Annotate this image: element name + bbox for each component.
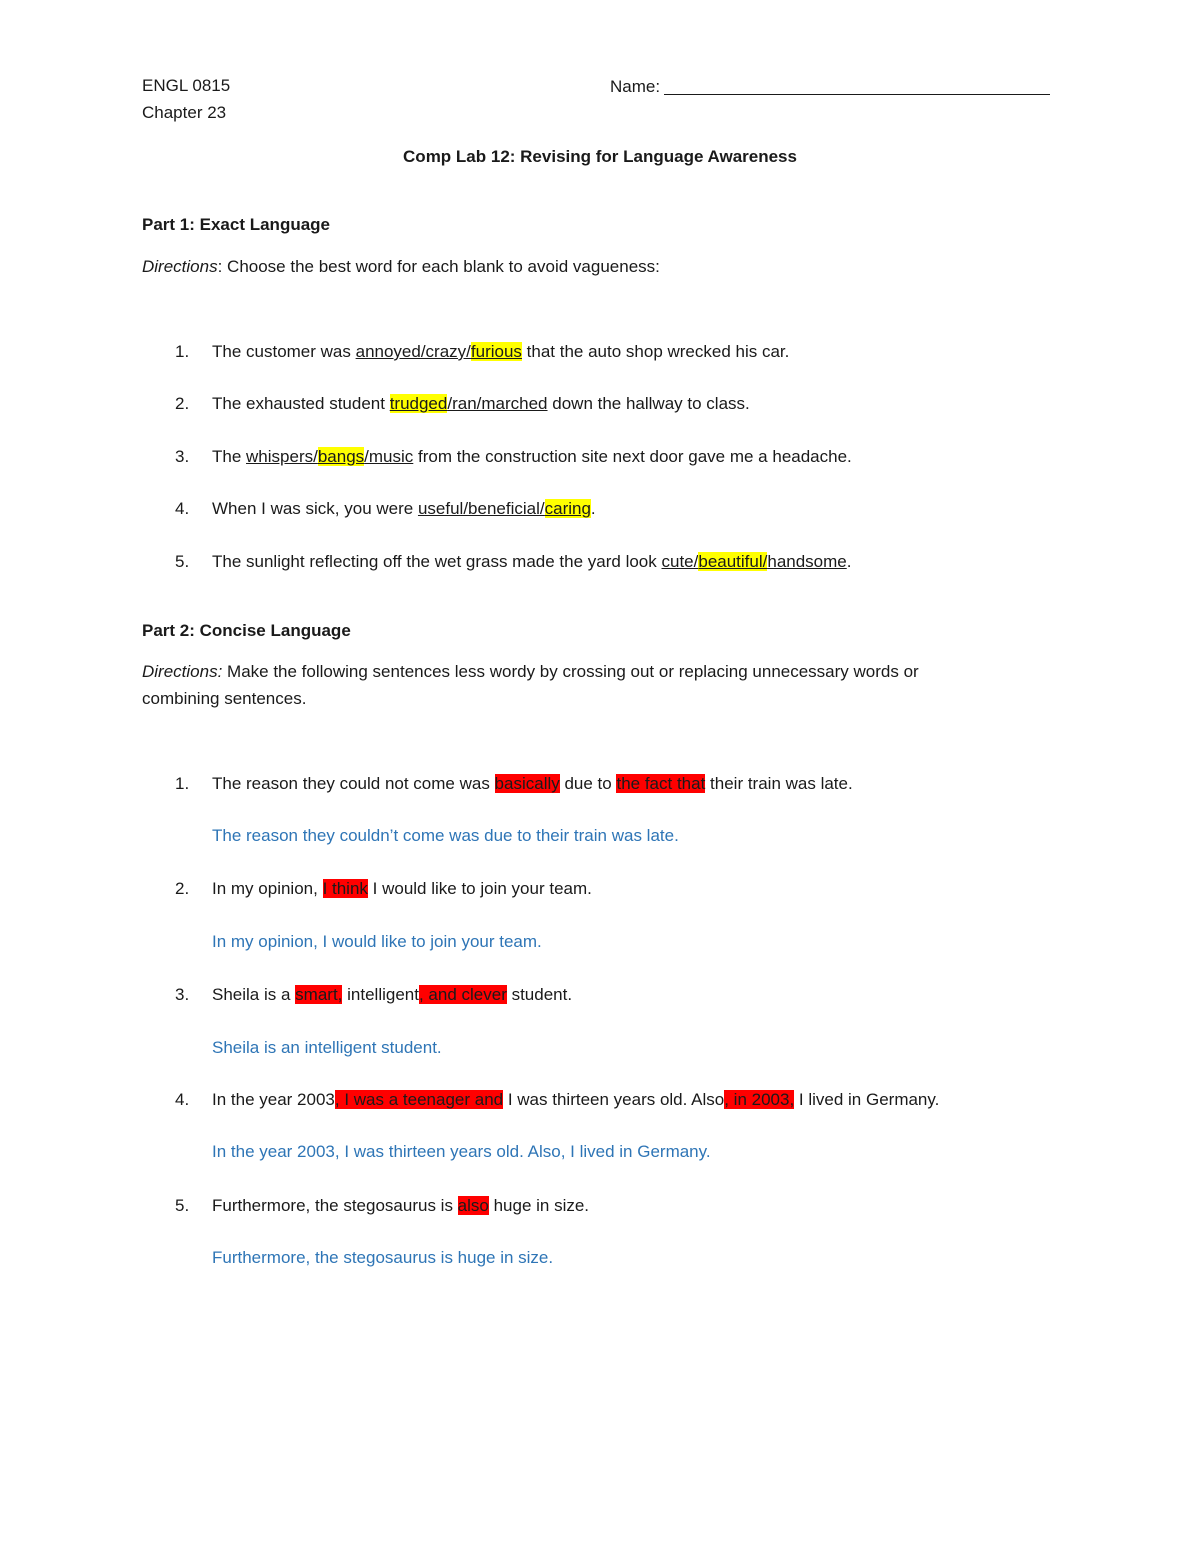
name-label: Name:: [610, 77, 661, 96]
word-choice: whispers/: [246, 447, 318, 466]
text-seg: Furthermore, the stegosaurus is: [212, 1196, 458, 1215]
p2-item-2-answer: In my opinion, I would like to join your team.: [212, 932, 542, 951]
text-seg: that the auto shop wrecked his car.: [521, 342, 790, 361]
cut-word: also: [457, 1196, 489, 1215]
text-seg: Sheila is a: [212, 985, 296, 1004]
text-seg: intelligent: [342, 985, 419, 1004]
text-seg: I lived in Germany.: [794, 1090, 940, 1109]
cut-word: , and clever: [418, 985, 507, 1004]
text-seg: from the construction site next door gave me a headache.: [413, 447, 852, 466]
p2-item-5-number: 5.: [175, 1196, 190, 1215]
p2-item-1-answer: The reason they couldn’t come was due to their train was late.: [212, 826, 679, 845]
selected-word: bangs: [317, 447, 365, 466]
p2-item-3-number: 3.: [175, 985, 190, 1004]
text-seg: The customer was: [212, 342, 356, 361]
page-title: Comp Lab 12: Revising for Language Awareness: [403, 147, 797, 166]
cut-word: smart,: [295, 985, 343, 1004]
text-seg: The exhausted student: [212, 394, 390, 413]
p2-item-3: [212, 985, 572, 1005]
p1-item-4: [212, 499, 596, 519]
word-choice: cute/: [661, 552, 699, 571]
text-seg: I was thirteen years old. Also: [503, 1090, 725, 1109]
text-seg: I would like to join your team.: [367, 879, 592, 898]
text-seg: In the year 2003: [212, 1090, 335, 1109]
part2-directions-text: Make the following sentences less wordy by crossing out or replacing unnecessary words or: [222, 662, 919, 681]
part2-directions: [142, 662, 919, 682]
part1-directions-label: Directions: [142, 257, 218, 276]
p1-item-5-number: 5.: [175, 552, 190, 571]
part2-directions-line2: combining sentences.: [142, 689, 307, 708]
part1-directions: [142, 257, 660, 277]
p2-item-1: [212, 774, 853, 794]
text-seg: When I was sick, you were: [212, 499, 418, 518]
p1-item-3-number: 3.: [175, 447, 190, 466]
p2-item-1-number: 1.: [175, 774, 190, 793]
word-choice: /music: [364, 447, 414, 466]
text-seg: In my opinion,: [212, 879, 323, 898]
name-blank-line[interactable]: [664, 76, 1050, 95]
p2-item-5: [212, 1196, 589, 1216]
word-choice: annoyed/crazy/: [355, 342, 471, 361]
cut-word: I think: [322, 879, 368, 898]
p1-item-2: [212, 394, 750, 414]
p2-item-2: [212, 879, 592, 899]
p2-item-2-number: 2.: [175, 879, 190, 898]
part1-directions-text: : Choose the best word for each blank to avoid vagueness:: [217, 257, 660, 276]
cut-word: basically: [494, 774, 560, 793]
text-seg: The sunlight reflecting off the wet grass made the yard look: [212, 552, 662, 571]
p1-item-3: [212, 447, 852, 467]
text-seg: .: [590, 499, 596, 518]
word-choice: handsome: [767, 552, 847, 571]
text-seg: .: [846, 552, 852, 571]
p1-item-1: [212, 342, 789, 362]
cut-word: the fact that: [616, 774, 706, 793]
p2-item-4-answer: In the year 2003, I was thirteen years old. Also, I lived in Germany.: [212, 1142, 711, 1161]
p1-item-2-number: 2.: [175, 394, 190, 413]
p2-item-4: [212, 1090, 939, 1110]
cut-word: , in 2003,: [724, 1090, 795, 1109]
text-seg: The reason they could not come was: [212, 774, 495, 793]
text-seg: huge in size.: [488, 1196, 590, 1215]
text-seg: their train was late.: [705, 774, 853, 793]
text-seg: down the hallway to class.: [547, 394, 750, 413]
name-field[interactable]: [610, 76, 1050, 97]
selected-word: trudged: [389, 394, 448, 413]
word-choice: useful/beneficial/: [417, 499, 545, 518]
selected-word: furious: [470, 342, 522, 361]
p2-item-4-number: 4.: [175, 1090, 190, 1109]
chapter-label: Chapter 23: [142, 103, 227, 122]
p1-item-5: [212, 552, 851, 572]
text-seg: due to: [559, 774, 617, 793]
cut-word: , I was a teenager and: [334, 1090, 504, 1109]
p1-item-4-number: 4.: [175, 499, 190, 518]
word-choice: /ran/marched: [447, 394, 548, 413]
text-seg: student.: [506, 985, 573, 1004]
part2-directions-label: Directions:: [142, 662, 223, 681]
p1-item-1-number: 1.: [175, 342, 190, 361]
part1-heading: Part 1: Exact Language: [142, 215, 331, 234]
selected-word: beautiful/: [698, 552, 768, 571]
part2-heading: Part 2: Concise Language: [142, 621, 351, 640]
p2-item-5-answer: Furthermore, the stegosaurus is huge in size.: [212, 1248, 554, 1267]
course-code: ENGL 0815: [142, 76, 231, 95]
selected-word: caring: [544, 499, 591, 518]
p2-item-3-answer: Sheila is an intelligent student.: [212, 1038, 442, 1057]
text-seg: The: [212, 447, 247, 466]
